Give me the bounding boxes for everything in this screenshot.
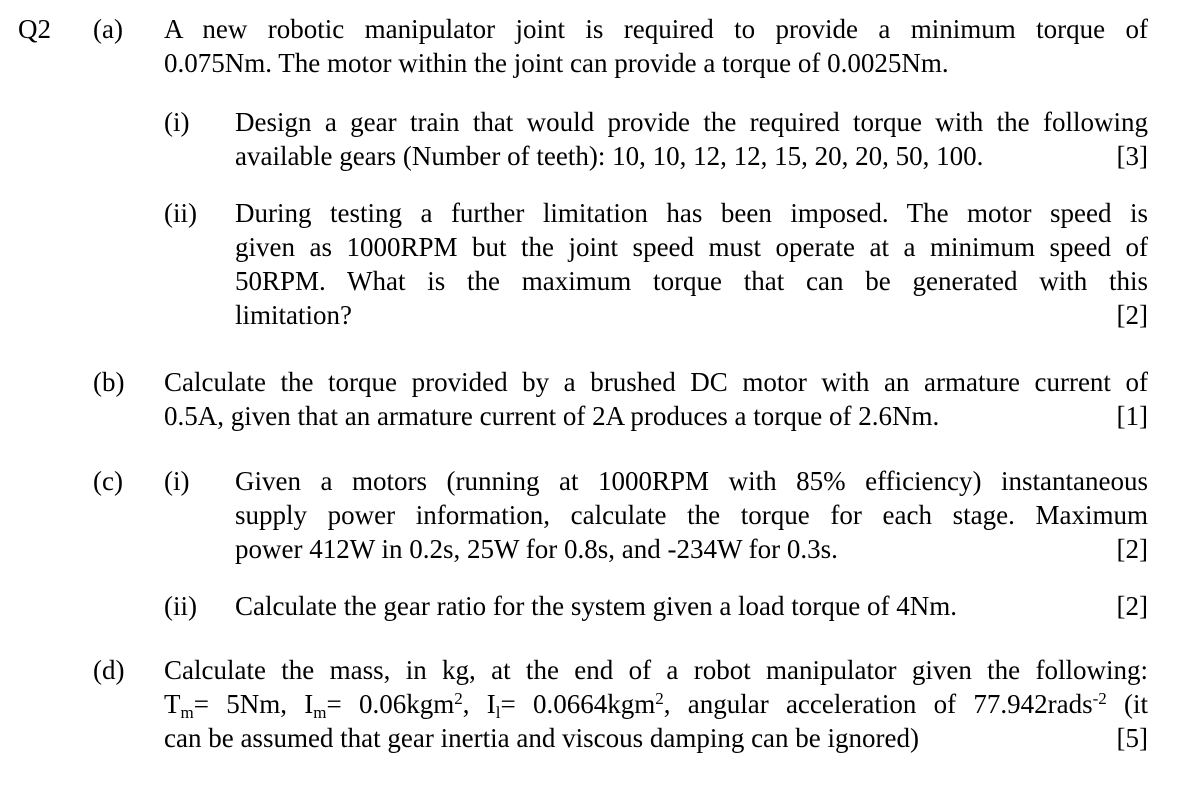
part-d-line-2 [164,687,1148,721]
part-a-label: (a) [93,14,123,44]
il-value: = 0.0664kgm [500,689,656,719]
part-b-text [164,365,1148,433]
part-a-line-1: A new robotic manipulator joint is required to provide a minimum torque of [164,14,1148,44]
part-a-ii-marks: [2] [1116,300,1148,330]
part-c-ii-line-1-row [235,589,1148,623]
part-a-i-marks: [3] [1116,141,1148,171]
part-c-ii-marks: [2] [1116,591,1148,621]
part-d-line-3: can be assumed that gear inertia and viscous damping can be ignored) [164,723,919,753]
part-a-ii-line-4: limitation? [235,300,352,330]
part-b-line-1: Calculate the torque provided by a brushed DC motor with an armature current of [164,367,1148,397]
part-c-i-line-3-row [235,532,1148,566]
acceleration-superscript: -2 [1092,689,1107,708]
part-c-i-text [235,464,1148,566]
part-d-line-1: Calculate the mass, in kg, at the end of a robot manipulator given the following: [164,655,1148,685]
part-b-line-2-row [164,399,1148,433]
line-2-tail: (it [1106,689,1149,719]
part-a-i-line-2-row [235,139,1148,173]
part-c-i-line-2: supply power information, calculate the torque for each stage. Maximum [235,500,1148,530]
part-a-i-line-2: available gears (Number of teeth): 10, 10, 12, 12, 15, 20, 20, 50, 100. [235,141,984,171]
part-c-ii-label: (ii) [164,591,197,621]
part-a-i-line-1: Design a gear train that would provide the required torque with the following [235,107,1148,137]
part-a-text [164,12,1148,80]
im-symbol: I [304,689,314,719]
part-d-text [164,653,1148,755]
il-superscript: 2 [655,689,664,708]
part-c-label: (c) [93,466,123,496]
part-b-line-2: 0.5A, given that an armature current of 2A produces a torque of 2.6Nm. [164,401,940,431]
part-c-ii-line-1: Calculate the gear ratio for the system given a load torque of 4Nm. [235,591,958,621]
part-c-i-label: (i) [164,466,190,496]
acceleration-text: , angular acceleration of 77.942rads [663,689,1093,719]
tm-subscript: m [180,703,194,722]
im-superscript: 2 [454,689,463,708]
part-a-i-text [235,105,1148,173]
im-subscript: m [313,703,327,722]
il-symbol: I [486,689,496,719]
question-number: Q2 [18,14,51,44]
tm-value: = 5Nm, [193,689,305,719]
il-separator: , [462,689,487,719]
part-a-ii-line-2: given as 1000RPM but the joint speed must operate at a minimum speed of [235,232,1148,262]
part-a-i-label: (i) [164,107,190,137]
part-c-i-line-3: power 412W in 0.2s, 25W for 0.8s, and -234W for 0.3s. [235,534,838,564]
il-subscript: l [495,703,501,722]
part-d-marks: [5] [1116,723,1148,753]
part-a-line-2: 0.075Nm. The motor within the joint can provide a torque of 0.0025Nm. [164,48,949,78]
part-c-ii-text [235,589,1148,623]
tm-symbol: T [164,689,181,719]
part-d-line-3-row [164,721,1148,755]
part-a-ii-line-4-row [235,298,1148,332]
part-a-ii-label: (ii) [164,198,197,228]
part-b-label: (b) [93,367,125,397]
part-c-i-marks: [2] [1116,534,1148,564]
part-c-i-line-1: Given a motors (running at 1000RPM with 85% efficiency) instantaneous [235,466,1148,496]
im-value: = 0.06kgm [326,689,455,719]
part-b-marks: [1] [1116,401,1148,431]
part-a-ii-text [235,196,1148,332]
part-a-ii-line-3: 50RPM. What is the maximum torque that can be generated with this [235,266,1148,296]
part-d-label: (d) [93,655,125,685]
part-a-ii-line-1: During testing a further limitation has been imposed. The motor speed is [235,198,1148,228]
